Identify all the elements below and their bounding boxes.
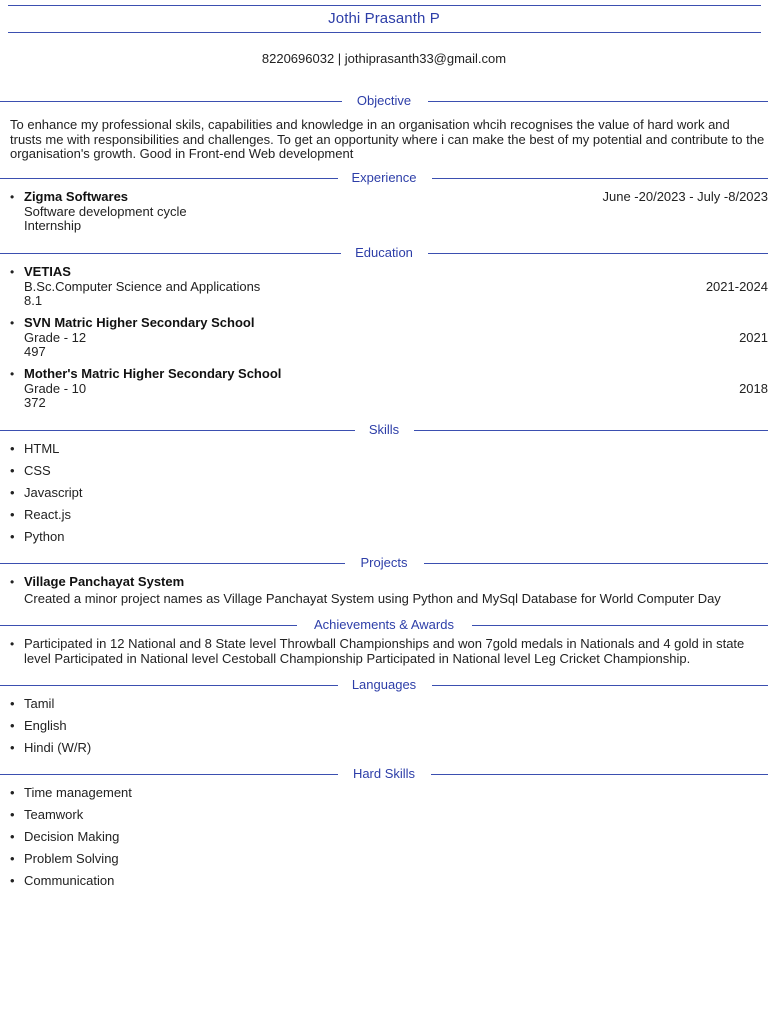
achievement-item — [10, 636, 758, 666]
section-title-hard-skills: Hard Skills — [0, 766, 768, 782]
experience-line1: Software development cycle — [24, 203, 187, 219]
education-year: 2021 — [739, 329, 768, 345]
project-name: Village Panchayat System — [24, 574, 185, 589]
education-line1: B.Sc.Computer Science and Applications — [24, 278, 261, 294]
education-line2: 372 — [24, 395, 46, 410]
hard-skill-item: • Problem Solving — [10, 851, 119, 866]
experience-item — [10, 189, 768, 234]
contact-info: 8220696032 | jothiprasanth33@gmail.com — [261, 51, 507, 66]
objective-text: To enhance my professional skils, capabilities and knowledge in an organisation whcih recognises the value of hard work and trusts me with responsibilities and challenges. To get an opportunity where i can make the best of my potential and contribute to the organisation's growth. Good in Front-end Web development — [10, 117, 765, 161]
bullet-icon: • — [10, 190, 15, 204]
bullet-icon: • — [10, 441, 15, 456]
skill-item: • CSS — [10, 463, 51, 478]
section-title-achievements: Achievements & Awards — [0, 617, 768, 633]
language-item: • English — [10, 718, 67, 733]
skill-item: • HTML — [10, 441, 60, 456]
bullet-icon: • — [10, 718, 15, 733]
bullet-icon: • — [10, 637, 15, 651]
bullet-icon: • — [10, 367, 15, 381]
education-school: VETIAS — [24, 264, 71, 279]
candidate-name: Jothi Prasanth P — [328, 10, 440, 27]
header-top-rule — [8, 5, 761, 6]
education-item — [10, 315, 768, 360]
section-title-languages: Languages — [0, 677, 768, 693]
header-bottom-rule — [8, 32, 761, 33]
skill-item: • Javascript — [10, 485, 83, 500]
hard-skill-item: • Teamwork — [10, 807, 84, 822]
bullet-icon: • — [10, 851, 15, 866]
project-item — [10, 574, 768, 606]
section-title-experience: Experience — [0, 170, 768, 186]
skill-item: • Python — [10, 529, 65, 544]
bullet-icon: • — [10, 316, 15, 330]
education-year: 2018 — [739, 380, 768, 396]
education-item — [10, 366, 768, 411]
bullet-icon: • — [10, 785, 15, 800]
bullet-icon: • — [10, 873, 15, 888]
section-title-objective: Objective — [0, 93, 768, 109]
bullet-icon: • — [10, 265, 15, 279]
bullet-icon: • — [10, 507, 15, 522]
hard-skill-item: • Communication — [10, 873, 115, 888]
section-title-education: Education — [0, 245, 768, 261]
hard-skill-item: • Time management — [10, 785, 132, 800]
language-item: • Hindi (W/R) — [10, 740, 92, 755]
education-item — [10, 264, 768, 309]
bullet-icon: • — [10, 575, 15, 589]
bullet-icon: • — [10, 463, 15, 478]
bullet-icon: • — [10, 807, 15, 822]
bullet-icon: • — [10, 740, 15, 755]
education-line2: 497 — [24, 344, 46, 359]
achievement-text: Participated in 12 National and 8 State level Throwball Championships and won 7gold medals in Nationals and 4 gold in state level Participated in National level Cestoball Championship Participated in National level Leg Cricket Championship. — [24, 636, 745, 666]
education-school: SVN Matric Higher Secondary School — [24, 315, 255, 330]
experience-line2: Internship — [24, 218, 82, 233]
language-item: • Tamil — [10, 696, 55, 711]
education-school: Mother's Matric Higher Secondary School — [24, 366, 282, 381]
project-desc: Created a minor project names as Village Panchayat System using Python and MySql Database for World Computer Day — [24, 590, 721, 606]
education-line1: Grade - 12 — [24, 329, 87, 345]
skill-item: • React.js — [10, 507, 71, 522]
bullet-icon: • — [10, 529, 15, 544]
bullet-icon: • — [10, 696, 15, 711]
education-line2: 8.1 — [24, 293, 43, 308]
section-title-skills: Skills — [0, 422, 768, 438]
bullet-icon: • — [10, 485, 15, 500]
section-title-projects: Projects — [0, 555, 768, 571]
experience-org: Zigma Softwares — [24, 189, 129, 204]
education-year: 2021-2024 — [705, 278, 768, 294]
bullet-icon: • — [10, 829, 15, 844]
experience-dates: June -20/2023 - July -8/2023 — [602, 189, 768, 204]
hard-skill-item: • Decision Making — [10, 829, 120, 844]
education-line1: Grade - 10 — [24, 380, 87, 396]
